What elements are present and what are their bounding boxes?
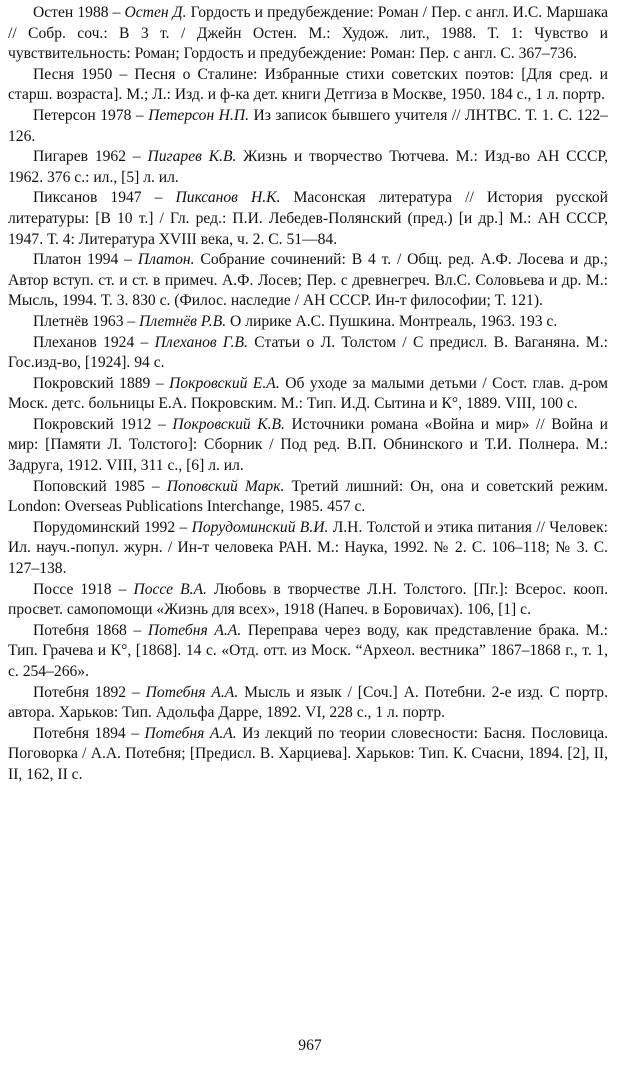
entry-author: Потебня А.А. (145, 683, 239, 701)
entry-description: Статьи о Л. Толстом / С предисл. В. Ваганяна. М.: Гос.изд-во, [1924]. 94 с. (8, 333, 608, 372)
entry-key: Порудоминский 1992 – (33, 518, 192, 536)
bibliography-entry (8, 333, 608, 374)
entry-author: Пиксанов Н.К. (175, 189, 281, 207)
entry-key: Пиксанов 1947 – (33, 189, 176, 207)
entry-author: Поповский Марк. (166, 477, 285, 495)
entry-author: Поссе В.А. (133, 580, 207, 598)
bibliography-entry (8, 188, 608, 250)
entry-key: Плеханов 1924 – (33, 333, 155, 351)
entry-key: Потебня 1892 – (33, 683, 146, 701)
entry-description: Мысль и язык / [Соч.] А. Потебни. 2-е изд. С портр. автора. Харьков: Тип. Адольфа Дарре, 1892. VI, 228 с., 1 л. портр. (8, 683, 608, 722)
entry-key: Поссе 1918 – (33, 580, 134, 598)
entry-author: Пигарев К.В. (147, 148, 237, 166)
bibliography-entry (8, 65, 608, 106)
entry-author: Плетнёв Р.В. (139, 312, 227, 330)
bibliography-entry (8, 106, 608, 147)
entry-key: Пигарев 1962 – (33, 148, 148, 166)
entry-key: Платон 1994 – (33, 251, 138, 269)
entry-key: Петерсон 1978 – (33, 106, 149, 124)
entry-author: Потебня А.А. (147, 621, 242, 639)
entry-key: Остен 1988 – (33, 4, 125, 21)
entry-description: Третий лишний: Он, она и советский режим. London: Overseas Publications Interchange, 1985. 457 с. (8, 477, 608, 516)
bibliography-entry (8, 683, 608, 724)
entry-author: Потебня А.А. (144, 724, 237, 742)
entry-key: Плетнёв 1963 – (33, 312, 140, 330)
entry-key: Поповский 1985 – (33, 477, 167, 495)
bibliography-entry (8, 518, 608, 580)
bibliography-entry (8, 374, 608, 415)
entry-author: Покровский Е.А. (169, 374, 280, 392)
entry-description: Гордость и предубеждение: Роман / Пер. с англ. И.С. Маршака // Собр. соч.: В 3 т. / Джейн Остен. М.: Худож. лит., 1988. Т. 1: Чувство и чувствительность: Роман; Гордость и предубеждение: Роман: Пер. с англ. С. 367–736. (8, 4, 608, 63)
entry-author: Петерсон Н.П. (148, 106, 250, 124)
entry-description: Переправа через воду, как представление брака. М.: Тип. Грачева и К°, [1868]. 14 с. «Отд. отт. из Моск. “Археол. вестника” 1867–1868 г., т. 1, с. 254–266». (8, 621, 608, 680)
entry-key: Покровский 1889 – (33, 374, 170, 392)
entry-author: Платон. (137, 251, 195, 269)
entry-author: Порудоминский В.И. (191, 518, 329, 536)
entry-description: Любовь в творчестве Л.Н. Толстого. [Пг.]: Всерос. кооп. просвет. самопомощи «Жизнь для всех», 1918 (Напеч. в Боровичах). 106, [1] с. (8, 580, 608, 619)
bibliography-entry (8, 724, 608, 786)
bibliography-entry (8, 477, 608, 518)
bibliography-list (8, 3, 608, 786)
bibliography-entry (8, 3, 608, 65)
entry-description: Об уходе за малыми детьми / Сост. глав. д-ром Моск. детс. больницы Е.А. Покровским. М.: Тип. И.Д. Сытина и К°, 1889. VIII, 100 с. (8, 374, 608, 413)
entry-description: Масонская литература // История русской литературы: [В 10 т.] / Гл. ред.: П.И. Лебедев-Полянский (пред.) [и др.] М.: АН СССР, 1947. Т. 4: Литература XVIII века, ч. 2. С. 51—84. (8, 189, 609, 248)
entry-key: Покровский 1912 – (33, 415, 173, 433)
entry-description: Из записок бывшего учителя // ЛНТВС. Т. 1. С. 122–126. (8, 106, 608, 145)
entry-key: Песня 1950 – Песня о Сталине: Избранные стихи советских поэтов: [Для сред. и старш. возраста]. М.; Л.: Изд. и ф-ка дет. книги Детгиза в Москве, 1950. 184 с., 1 л. портр. (8, 65, 608, 104)
entry-author: Покровский К.В. (172, 415, 285, 433)
page-number: 967 (298, 1037, 322, 1054)
entry-description: О лирике А.С. Пушкина. Монтреаль, 1963. 193 с. (226, 312, 558, 330)
entry-description: Источники романа «Война и мир» // Война и мир: [Памяти Л. Толстого]: Сборник / Под ред. В.П. Обнинского и Т.И. Полнера. М.: Задруга, 1912. VIII, 311 с., [6] л. ил. (8, 415, 608, 475)
entry-author: Плеханов Г.В. (154, 333, 248, 351)
entry-key: Потебня 1868 – (33, 621, 148, 639)
entry-description: Жизнь и творчество Тютчева. М.: Изд-во АН СССР, 1962. 376 с.: ил., [5] л. ил. (8, 148, 608, 186)
entry-description: Из лекций по теории словесности: Басня. Пословица. Поговорка / А.А. Потебня; [Предисл. В. Харциева]. Харьков: Тип. К. Счасни, 1894. [2], II, II, 162, II с. (8, 724, 608, 783)
entry-description: Л.Н. Толстой и этика питания // Человек: Ил. науч.-попул. журн. / Ин-т человека РАН. М.: Наука, 1992. № 2. С. 106–118; № 3. С. 127–138. (8, 518, 608, 578)
entry-description: Собрание сочинений: В 4 т. / Общ. ред. А.Ф. Лосева и др.; Автор вступ. ст. и ст. в примеч. А.Ф. Лосев; Пер. с древнегреч. Вл.С. Соловьева и др. М.: Мысль, 1994. Т. 3. 830 с. (Филос. наследие / АН СССР. Ин-т философии; Т. 121). (8, 251, 608, 310)
entry-key: Потебня 1894 – (33, 724, 145, 742)
bibliography-entry (8, 147, 608, 188)
bibliography-entry (8, 415, 608, 477)
bibliography-entry (8, 250, 608, 312)
bibliography-entry (8, 312, 608, 333)
entry-author: Остен Д. (124, 4, 187, 21)
bibliography-entry (8, 580, 608, 621)
bibliography-entry (8, 621, 608, 683)
